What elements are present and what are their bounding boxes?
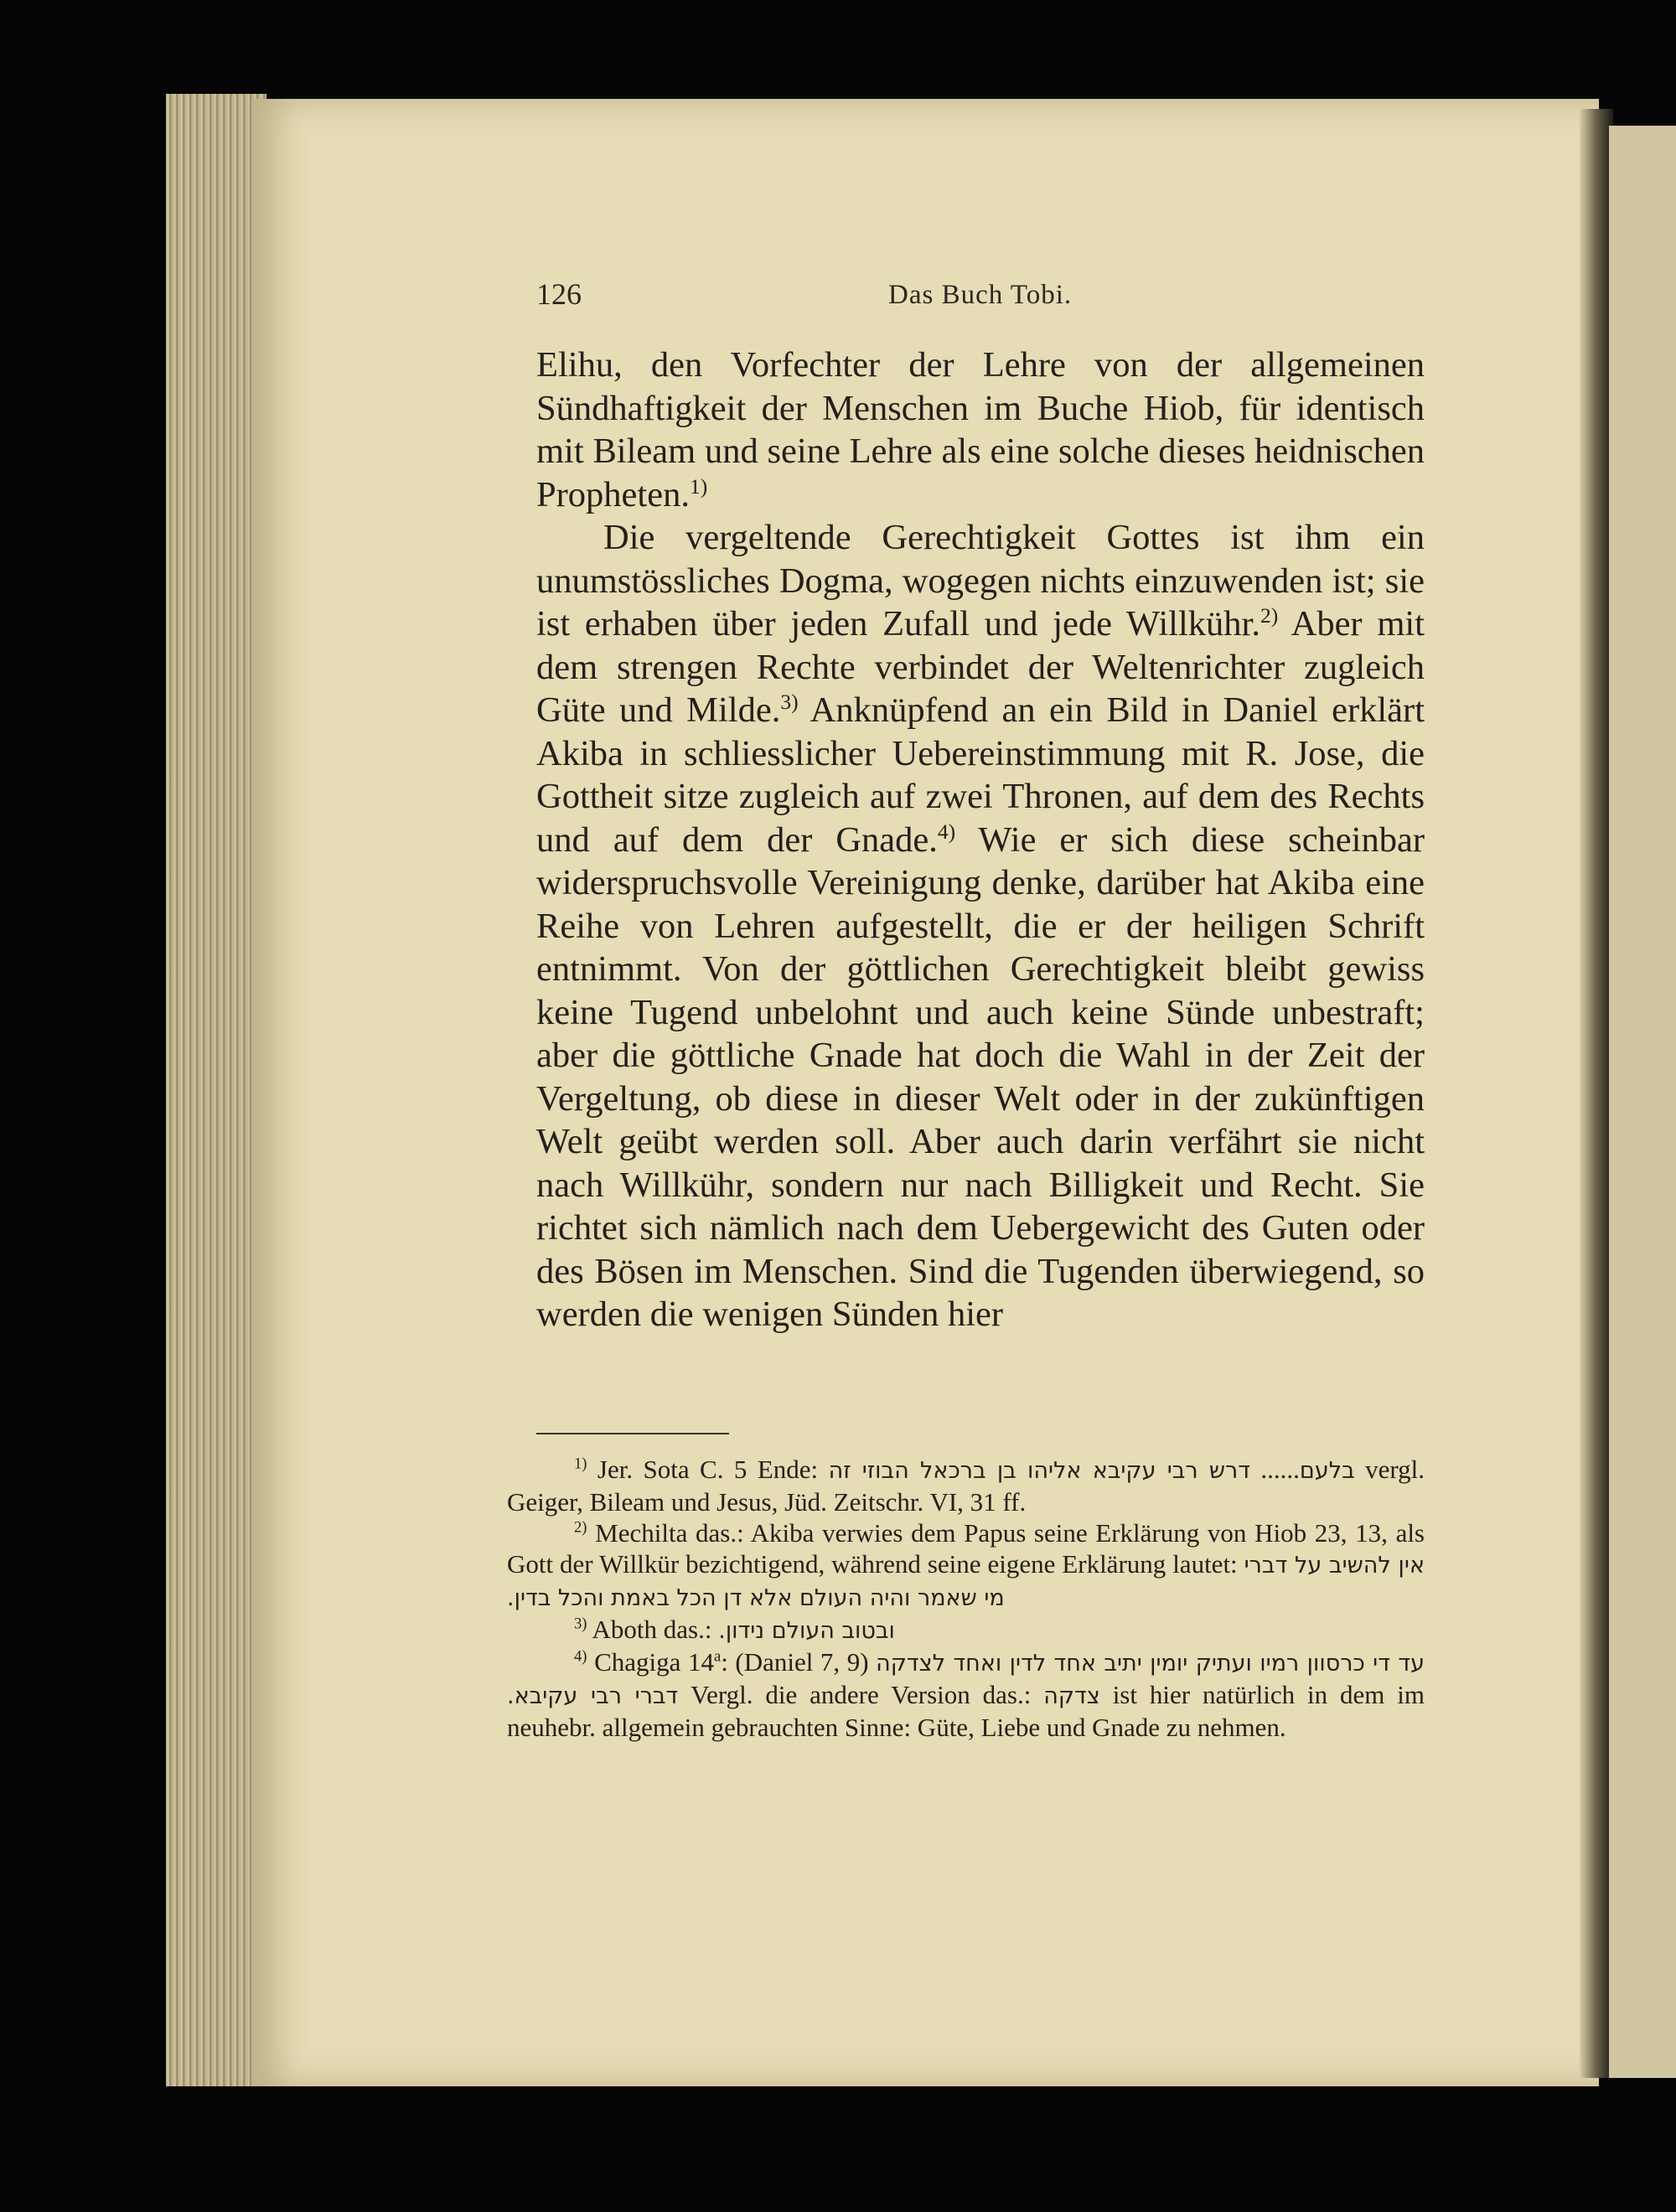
paragraph-1: Elihu, den Vorfechter der Lehre von der allgemeinen Sündhaftigkeit der Menschen im Buche Hiob, für identisch mit Bileam und seine Lehre als eine solche dieses heidnischen Propheten.$^{1)}$ bbox=[536, 345, 1425, 514]
hebrew-quote: ובטוב העולם נידון. bbox=[718, 1618, 895, 1644]
footnote-ref-2: 2) bbox=[1260, 602, 1279, 628]
hebrew-quote: בלעם bbox=[1299, 1458, 1355, 1484]
paragraph-2: Die vergeltende Gerechtigkeit Gottes ist ihm ein unumstössliches Dogma, wogegen nichts einzuwenden ist; sie ist erhaben über jeden Zufall und jede Willkühr.$^{2)}$ Aber mit dem strengen Rechte verbindet der Weltenrichter zugleich Güte und Milde.$^{3)}$ Anknüpfend an ein Bild in Daniel erklärt Akiba in schliesslicher Uebereinstimmung mit R. Jose, die Gottheit sitze zugleich auf zwei Thronen, auf dem des Rechts und auf dem der Gnade.$^{4)}$ Wie er sich diese scheinbar widerspruchsvolle Vereinigung denke, darüber hat Akiba eine Reihe von Lehren aufgestellt, die er der heiligen Schrift entnimmt. Von der göttlichen Gerechtigkeit bleibt gewiss keine Tugend unbelohnt und auch keine Sünde unbestraft; aber die göttliche Gnade hat doch die Wahl in der Zeit der Vergeltung, ob diese in dieser Welt oder in der zukünftigen Welt geübt werden soll. Aber auch darin verfährt sie nicht nach Willkühr, sondern nur nach Billigkeit und Recht. Sie richtet sich nämlich nach dem Uebergewicht des Guten oder des Bösen im Menschen. Sind die Tugenden überwiegend, so werden die wenigen Sünden hier bbox=[536, 518, 1425, 1334]
hebrew-quote: צדקה bbox=[1043, 1683, 1100, 1709]
hebrew-quote: דרש רבי עקיבא אליהו בן ברכאל הבוזי זה bbox=[828, 1458, 1250, 1484]
footnote-1: $^{1)}$ Jer. Sota C. 5 Ende: דרש רבי עקיבא אליהו בן ברכאל הבוזי זה ......בלעם vergl. Geiger, Bileam und Jesus, Jüd. Zeitschr. VI, 31 ff. bbox=[507, 1455, 1425, 1517]
main-text bbox=[536, 344, 1425, 1336]
footnote-separator bbox=[536, 1433, 729, 1434]
footnote-ref-3: 3) bbox=[780, 689, 799, 714]
hebrew-quote: עד די כרסוון רמיו ועתיק יומין יתיב אחד לדין ואחד לצדקה דברי רבי עקיבא. bbox=[507, 1651, 1425, 1709]
footnote-3: $^{3)}$ Aboth das.: ובטוב העולם נידון. bbox=[574, 1615, 895, 1644]
footnote-4: $^{4)}$ Chagiga 14$^a$: (Daniel 7, 9) עד די כרסוון רמיו ועתיק יומין יתיב אחד לדין ואחד לצדקה דברי רבי עקיבא. Vergl. die andere Version das.: צדקה ist hier natürlich in dem im neuhebr. allgemein gebrauchten Sinne: Güte, Liebe und Gnade zu nehmen. bbox=[507, 1647, 1425, 1742]
page-number: 126 bbox=[536, 277, 582, 311]
hebrew-quote: אין להשיב על דברי מי שאמר והיה העולם אלא דן הכל באמת והכל בדין. bbox=[507, 1553, 1425, 1611]
book-gutter bbox=[1580, 109, 1613, 2078]
footnote-ref-1: 1) bbox=[689, 473, 708, 499]
footnote-ref-4: 4) bbox=[937, 819, 956, 844]
facing-page-edge bbox=[1609, 126, 1676, 2078]
footnotes bbox=[507, 1454, 1425, 1743]
footnote-2: $^{2)}$ Mechilta das.: Akiba verwies dem Papus seine Erklärung von Hiob 23, 13, als Gott der Willkür bezichtigend, während seine eigene Erklärung lautet: אין להשיב על דברי מי שאמר והיה העולם אלא דן הכל באמת והכל בדין. bbox=[507, 1518, 1425, 1611]
page-header bbox=[536, 276, 1425, 327]
running-title: Das Buch Tobi. bbox=[888, 280, 1073, 310]
